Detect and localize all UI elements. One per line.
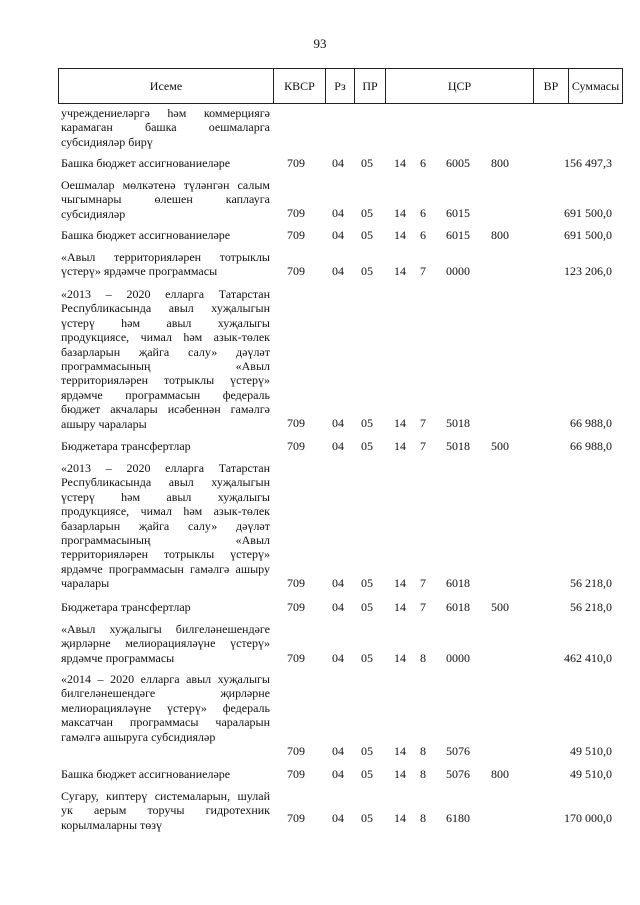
- cell-sum: 156 497,3: [564, 156, 612, 170]
- cell-csr-subprogram: 6: [420, 228, 426, 242]
- cell-csr-subprogram: 7: [420, 264, 426, 278]
- cell-kvsr: 709: [287, 811, 305, 825]
- column-header-rz: Рз: [326, 69, 355, 103]
- cell-csr-program: 14: [394, 767, 406, 781]
- cell-kvsr: 709: [287, 576, 305, 590]
- cell-rz: 04: [332, 206, 344, 220]
- cell-vr: 500: [491, 600, 509, 614]
- cell-csr-subprogram: 6: [420, 156, 426, 170]
- cell-rz: 04: [332, 416, 344, 430]
- column-header-pr: ПР: [355, 69, 386, 103]
- cell-sum: 691 500,0: [564, 206, 612, 220]
- cell-csr-program: 14: [394, 576, 406, 590]
- cell-kvsr: 709: [287, 264, 305, 278]
- cell-pr: 05: [361, 439, 373, 453]
- cell-name: Сугару, киптерү системаларын, шулай ук аерым торучы гидротехник корылмаларны төзү: [61, 789, 270, 832]
- cell-csr-program: 14: [394, 651, 406, 665]
- cell-name: «2013 – 2020 елларга Татарстан Республикасында авыл хуҗалыгын үстерү һәм авыл хуҗалыгы продукциясе, чимал һәм азык-төлек базарларын җайга салу» дәүләт программасының «Авыл территорияләрен тотрыклы үстерү» ярдәмче программасын федераль бюджет акчалары исәбеннән гамәлгә ашыру чаралары: [61, 287, 270, 431]
- cell-rz: 04: [332, 439, 344, 453]
- cell-pr: 05: [361, 576, 373, 590]
- cell-pr: 05: [361, 744, 373, 758]
- cell-sum: 56 218,0: [570, 600, 612, 614]
- cell-pr: 05: [361, 228, 373, 242]
- cell-name: Бюджетара трансфертлар: [61, 439, 191, 453]
- column-header-name: Исеме: [59, 69, 274, 103]
- cell-csr-direction: 5076: [446, 744, 470, 758]
- cell-sum: 691 500,0: [564, 228, 612, 242]
- cell-sum: 49 510,0: [570, 744, 612, 758]
- cell-csr-program: 14: [394, 206, 406, 220]
- table-header: [58, 68, 623, 104]
- cell-pr: 05: [361, 651, 373, 665]
- cell-kvsr: 709: [287, 228, 305, 242]
- cell-csr-subprogram: 8: [420, 651, 426, 665]
- cell-name: Башка бюджет ассигнованиеләре: [61, 767, 231, 781]
- column-header-csr: ЦСР: [386, 69, 534, 103]
- cell-csr-subprogram: 8: [420, 767, 426, 781]
- cell-pr: 05: [361, 156, 373, 170]
- cell-name: Бюджетара трансфертлар: [61, 600, 191, 614]
- cell-csr-direction: 5076: [446, 767, 470, 781]
- cell-pr: 05: [361, 811, 373, 825]
- cell-vr: 800: [491, 228, 509, 242]
- cell-pr: 05: [361, 600, 373, 614]
- cell-sum: 123 206,0: [564, 264, 612, 278]
- cell-csr-direction: 5018: [446, 439, 470, 453]
- cell-csr-direction: 6180: [446, 811, 470, 825]
- cell-csr-direction: 0000: [446, 651, 470, 665]
- cell-csr-direction: 5018: [446, 416, 470, 430]
- cell-name: Оешмалар мөлкәтенә түләнгән салым чыгымнары өлешен каплауга субсидияләр: [61, 178, 270, 221]
- cell-kvsr: 709: [287, 439, 305, 453]
- cell-pr: 05: [361, 264, 373, 278]
- cell-sum: 56 218,0: [570, 576, 612, 590]
- cell-name: Башка бюджет ассигнованиеләре: [61, 228, 231, 242]
- cell-pr: 05: [361, 206, 373, 220]
- column-header-kvsr: КВСР: [274, 69, 326, 103]
- cell-kvsr: 709: [287, 744, 305, 758]
- cell-rz: 04: [332, 744, 344, 758]
- cell-vr: 800: [491, 156, 509, 170]
- cell-kvsr: 709: [287, 651, 305, 665]
- cell-sum: 49 510,0: [570, 767, 612, 781]
- cell-kvsr: 709: [287, 416, 305, 430]
- cell-name: «Авыл хуҗалыгы билгеләнешендәге җирләрне мелиорацияләүне үстерү» ярдәмче программасы: [61, 622, 270, 665]
- column-header-sum: Суммасы: [571, 79, 620, 93]
- cell-rz: 04: [332, 576, 344, 590]
- cell-rz: 04: [332, 651, 344, 665]
- cell-csr-subprogram: 7: [420, 416, 426, 430]
- cell-csr-direction: 6015: [446, 206, 470, 220]
- cell-name: «2013 – 2020 елларга Татарстан Республикасында авыл хуҗалыгын үстерү һәм авыл хуҗалыгы продукциясе, чимал һәм азык-төлек базарларын җайга салу» дәүләт программасының «Авыл территорияләрен тотрыклы үстерү» ярдәмче программасын гамәлгә ашыру чаралары: [61, 461, 270, 591]
- column-header-vr: ВР: [534, 69, 569, 103]
- cell-csr-direction: 6018: [446, 576, 470, 590]
- cell-name: «Авыл территорияләрен тотрыклы үстерү» ярдәмче программасы: [61, 250, 270, 279]
- cell-csr-subprogram: 7: [420, 439, 426, 453]
- cell-csr-program: 14: [394, 156, 406, 170]
- page-number: 93: [313, 36, 327, 51]
- cell-csr-program: 14: [394, 600, 406, 614]
- cell-csr-subprogram: 7: [420, 576, 426, 590]
- cell-vr: 500: [491, 439, 509, 453]
- cell-name: учреждениеләргә һәм коммерциягә карамаган башка оешмаларга субсидияләр бирү: [61, 106, 270, 149]
- cell-csr-subprogram: 8: [420, 744, 426, 758]
- cell-rz: 04: [332, 600, 344, 614]
- cell-name: Башка бюджет ассигнованиеләре: [61, 156, 231, 170]
- cell-rz: 04: [332, 156, 344, 170]
- cell-csr-subprogram: 8: [420, 811, 426, 825]
- cell-csr-program: 14: [394, 811, 406, 825]
- cell-sum: 462 410,0: [564, 651, 612, 665]
- cell-name: «2014 – 2020 елларга авыл хуҗалыгы билгеләнешендәге җирләрне мелиорацияләүне үстерү» федераль максатчан программасы чараларын гамәлгә ашыруга субсидияләр: [61, 672, 270, 744]
- cell-vr: 800: [491, 767, 509, 781]
- cell-kvsr: 709: [287, 600, 305, 614]
- cell-csr-program: 14: [394, 264, 406, 278]
- cell-pr: 05: [361, 767, 373, 781]
- cell-rz: 04: [332, 811, 344, 825]
- cell-csr-program: 14: [394, 416, 406, 430]
- cell-csr-direction: 6005: [446, 156, 470, 170]
- cell-rz: 04: [332, 767, 344, 781]
- cell-csr-direction: 6018: [446, 600, 470, 614]
- cell-csr-direction: 6015: [446, 228, 470, 242]
- cell-pr: 05: [361, 416, 373, 430]
- cell-csr-subprogram: 6: [420, 206, 426, 220]
- cell-csr-program: 14: [394, 744, 406, 758]
- cell-rz: 04: [332, 228, 344, 242]
- cell-csr-direction: 0000: [446, 264, 470, 278]
- cell-kvsr: 709: [287, 206, 305, 220]
- cell-csr-program: 14: [394, 439, 406, 453]
- cell-sum: 170 000,0: [564, 811, 612, 825]
- cell-kvsr: 709: [287, 767, 305, 781]
- cell-rz: 04: [332, 264, 344, 278]
- cell-sum: 66 988,0: [570, 416, 612, 430]
- cell-sum: 66 988,0: [570, 439, 612, 453]
- cell-csr-program: 14: [394, 228, 406, 242]
- cell-csr-subprogram: 7: [420, 600, 426, 614]
- cell-kvsr: 709: [287, 156, 305, 170]
